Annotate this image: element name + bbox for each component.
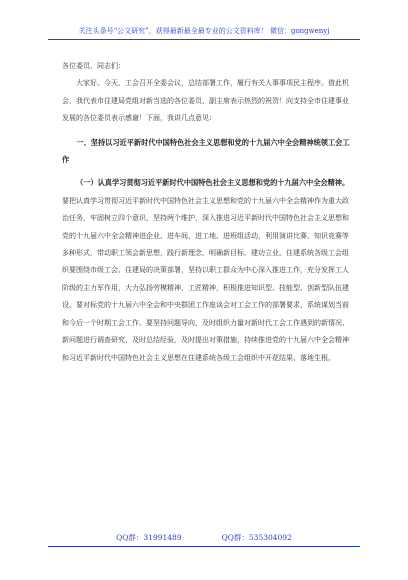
footer-qq-group-2: QQ群：535304092 [221,533,292,542]
document-body [62,58,350,367]
sub-heading: （一）认真学习贯彻习近平新时代中国特色社会主义思想和党的十九届六中全会精神。 [76,178,350,188]
footer-divider [48,546,360,547]
footer-qq-group-1: QQ群：31991489 [116,533,182,542]
header-divider [48,39,360,40]
sub-body: 要把认真学习贯彻习近平新时代中国特色社会主义思想和党的十九届六中全会精神作为重大政治任务，牢固树立四个意识，坚持两个维护，深入推进习近平新时代中国特色社会主义思想和党的十九届六中全会精神进企业、进车间、进工地、进班组活动，利用演讲比赛、知识竞赛等多种形式，带动职工领会新思想，践行新理念，明确新目标，建功立业。住建系统各级工会组织要围绕市级工会、住建局的决策部署，坚持以职工群众为中心深入推进工作，充分发挥工人阶级的主力军作用，大力弘扬劳模精神、工匠精神，积极推进知识型、技能型、创新型队伍建设。要对标党的十九届六中全会和中央群团工作座谈会对工会工作的部署要求，系统谋划当前和今后一个时期工会工作。要坚持问题导向，及时组织力量对新时代工会工作遇到的新情况、新问题进行调查研究，及时总结经验，及时提出对策措施，持续推进党的十九届六中全会精神和习近平新时代中国特色社会主义思想在住建系统各级工会组织中开花结果、落地生根。 [62,196,349,362]
page-header: 关注头条号“公文研究”，获得最新最全最专业的公文资料库！ 微信：gongwenyj [78,27,330,35]
sub-paragraph [62,174,350,366]
section-heading: 一、坚持以习近平新时代中国特色社会主义思想和党的十九届六中全会精神统领工会工作 [62,137,350,165]
salutation: 各位委员、同志们： [62,62,125,70]
page-footer [0,533,408,543]
intro-paragraph: 大家好。今天，工会召开全委会议，总结部署工作，履行有关人事事项民主程序。借此机会，我代表市住建局党组对新当选的各位委员、副主席表示热烈的祝贺！向支持全市住建事业发展的各位委员表示感谢！下面，我讲几点意见： [62,79,349,123]
